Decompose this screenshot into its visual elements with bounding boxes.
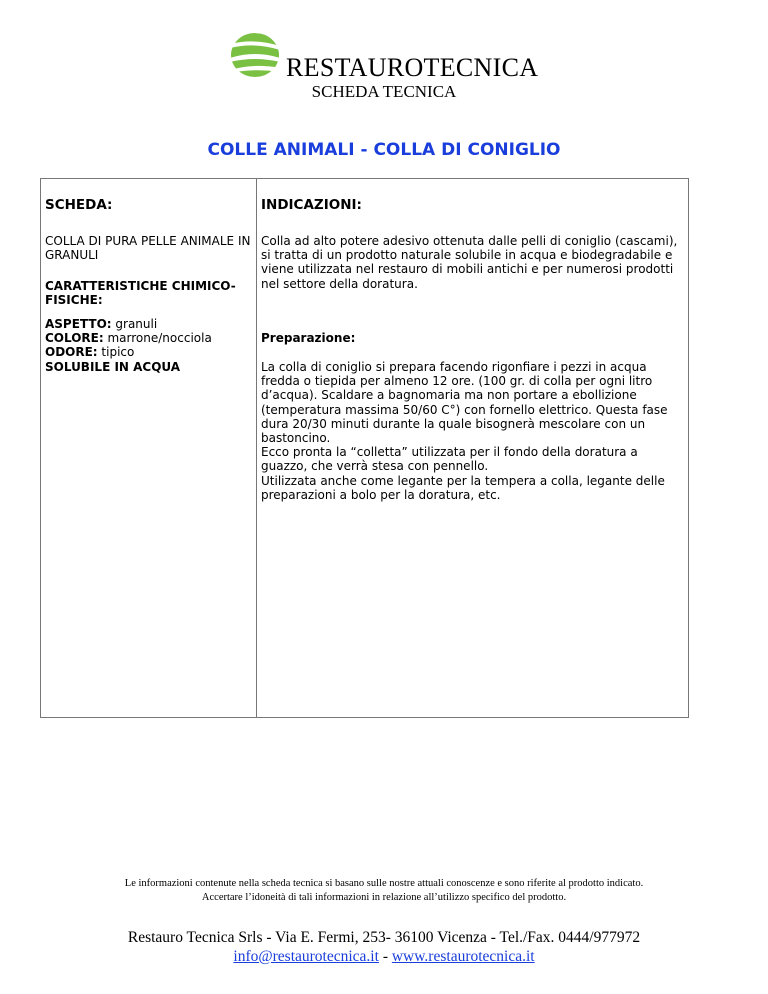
website-link[interactable]: www.restaurotecnica.it xyxy=(391,948,535,965)
disclaimer-line-2: Accertare l’idoneità di tali informazioni in relazione all’utilizzo specifico del prodotto. xyxy=(201,892,567,903)
properties-list xyxy=(45,317,254,374)
page-title: COLLE ANIMALI - COLLA DI CONIGLIO xyxy=(207,140,561,160)
contact-links xyxy=(0,947,768,966)
email-link[interactable]: info@restaurotecnica.it xyxy=(233,948,379,965)
color-label: COLORE: xyxy=(45,331,104,346)
properties-heading: CARATTERISTICHE CHIMICO-FISICHE: xyxy=(45,279,236,308)
product-description: Colla ad alto potere adesivo ottenuta dalle pelli di coniglio (cascami), si tratta di un prodotto naturale solubile in acqua e biodegradabile e viene utilizzata nel restauro di mobili antichi e per numerosi prodotti nel settore della doratura. xyxy=(261,234,678,291)
link-separator: - xyxy=(378,948,392,965)
indicazioni-header: INDICAZIONI: xyxy=(261,197,362,213)
product-name: COLLA DI PURA PELLE ANIMALE IN GRANULI xyxy=(45,234,251,263)
header xyxy=(0,28,768,108)
color-value: marrone/nocciola xyxy=(103,331,212,346)
product-table xyxy=(40,178,689,718)
column-divider xyxy=(256,179,257,717)
color-row xyxy=(45,331,254,345)
company-address: Restauro Tecnica Srls - Via E. Fermi, 253- 36100 Vicenza - Tel./Fax. 0444/977972 xyxy=(127,929,641,946)
logo-globe-icon xyxy=(230,32,280,78)
preparation-text xyxy=(261,360,686,502)
scheda-header: SCHEDA: xyxy=(45,197,113,213)
preparation-paragraph-3: Utilizzata anche come legante per la tempera a colla, legante delle preparazioni a bolo per la doratura, etc. xyxy=(261,473,665,502)
document-type: SCHEDA TECNICA xyxy=(311,82,457,101)
footer-contacts xyxy=(0,928,768,966)
odor-value: tipico xyxy=(97,345,135,360)
preparation-paragraph-2: Ecco pronta la “colletta” utilizzata per il fondo della doratura a guazzo, che verrà stesa con pennello. xyxy=(261,445,638,474)
aspect-value: granuli xyxy=(111,317,158,331)
brand-name: RESTAUROTECNICA xyxy=(286,53,539,82)
soluble-row: SOLUBILE IN ACQUA xyxy=(45,359,181,374)
odor-row xyxy=(45,345,254,359)
disclaimer xyxy=(0,877,768,905)
preparation-heading: Preparazione: xyxy=(261,331,356,345)
odor-label: ODORE: xyxy=(45,345,98,360)
preparation-paragraph-1: La colla di coniglio si prepara facendo rigonfiare i pezzi in acqua fredda o tiepida per almeno 12 ore. (100 gr. di colla per ogni litro d’acqua). Scaldare a bagnomaria ma non portare a ebollizione (temperatura massima 50/60 C°) con fornello elettrico. Questa fase dura 20/30 minuti durante la quale bisognerà mescolare con un bastoncino. xyxy=(261,360,668,446)
disclaimer-line-1: Le informazioni contenute nella scheda tecnica si basano sulle nostre attuali conoscenze e sono riferite al prodotto indicato. xyxy=(124,878,644,889)
aspect-label: ASPETTO: xyxy=(45,317,112,331)
aspect-row xyxy=(45,317,254,331)
